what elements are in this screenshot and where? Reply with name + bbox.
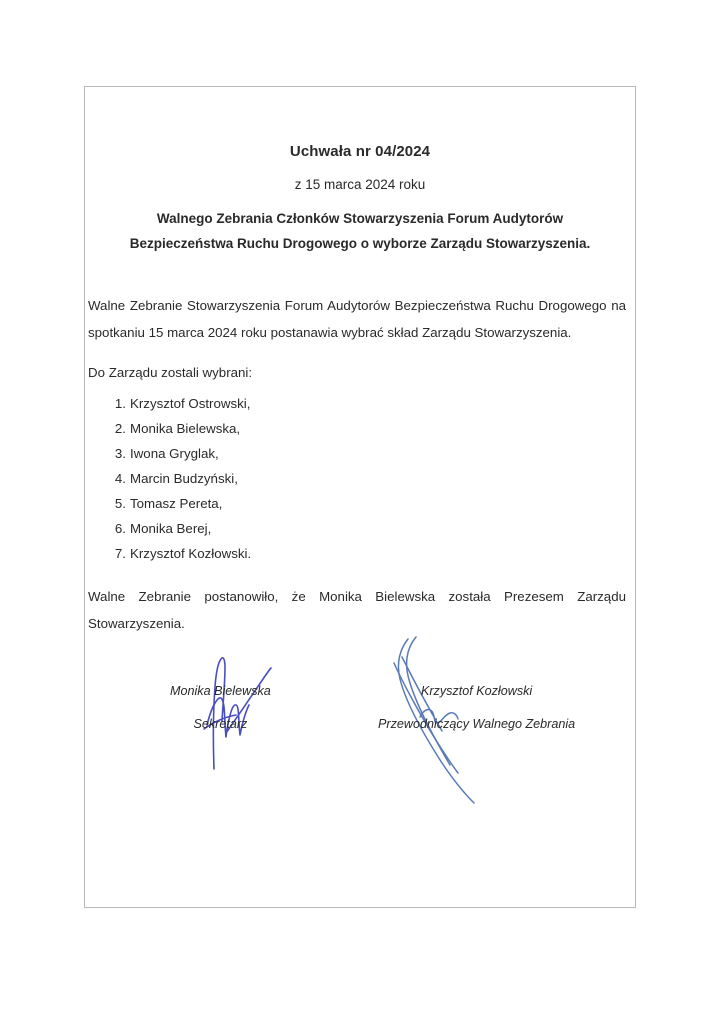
list-item-label: Tomasz Pereta, [130, 496, 223, 512]
list-item-number: 7. [114, 546, 126, 562]
document-title-block [88, 86, 632, 256]
resolution-subtitle-line-2: Bezpieczeństwa Ruchu Drogowego o wyborze Zarządu Stowarzyszenia. [129, 236, 591, 251]
signature-block-right [378, 675, 575, 741]
closing-paragraph: Walne Zebranie postanowiło, że Monika Bielewska została Prezesem Zarządu Stowarzyszenia. [88, 589, 626, 632]
list-item-label: Krzysztof Kozłowski. [130, 546, 252, 562]
resolution-date: z 15 marca 2024 roku [294, 177, 426, 192]
page-title: Uchwała nr 04/2024 [289, 143, 431, 160]
signature-role: Sekretarz [193, 717, 248, 732]
signature-name: Krzysztof Kozłowski [420, 684, 533, 699]
list-item-number: 5. [114, 496, 126, 512]
signature-name: Monika Bielewska [170, 684, 271, 699]
list-item [88, 516, 632, 541]
list-item-label: Monika Berej, [130, 521, 212, 537]
board-members-list [88, 391, 632, 566]
list-item-label: Monika Bielewska, [130, 421, 241, 437]
list-item-label: Krzysztof Ostrowski, [130, 396, 251, 412]
list-item-number: 3. [114, 446, 126, 462]
signature-block-left [170, 675, 271, 741]
list-item [88, 391, 632, 416]
list-item-label: Marcin Budzyński, [130, 471, 238, 487]
intro-paragraph: Walne Zebranie Stowarzyszenia Forum Audytorów Bezpieczeństwa Ruchu Drogowego na spotkaniu 15 marca 2024 roku postanawia wybrać skład Zarządu Stowarzyszenia. [88, 298, 626, 340]
list-lead-in-text: Do Zarządu zostali wybrani: [88, 365, 253, 381]
list-item-number: 1. [114, 396, 126, 412]
signature-area [88, 675, 632, 835]
list-item [88, 441, 632, 466]
list-item [88, 466, 632, 491]
document-content [88, 86, 632, 908]
list-item [88, 541, 632, 566]
list-item-number: 2. [114, 421, 126, 437]
signature-role: Przewodniczący Walnego Zebrania [378, 717, 576, 732]
resolution-subtitle-line-1: Walnego Zebrania Członków Stowarzyszenia Forum Audytorów [156, 211, 564, 226]
list-item-label: Iwona Gryglak, [130, 446, 219, 462]
list-item [88, 416, 632, 441]
list-item-number: 4. [114, 471, 126, 487]
list-item-number: 6. [114, 521, 126, 537]
list-item [88, 491, 632, 516]
